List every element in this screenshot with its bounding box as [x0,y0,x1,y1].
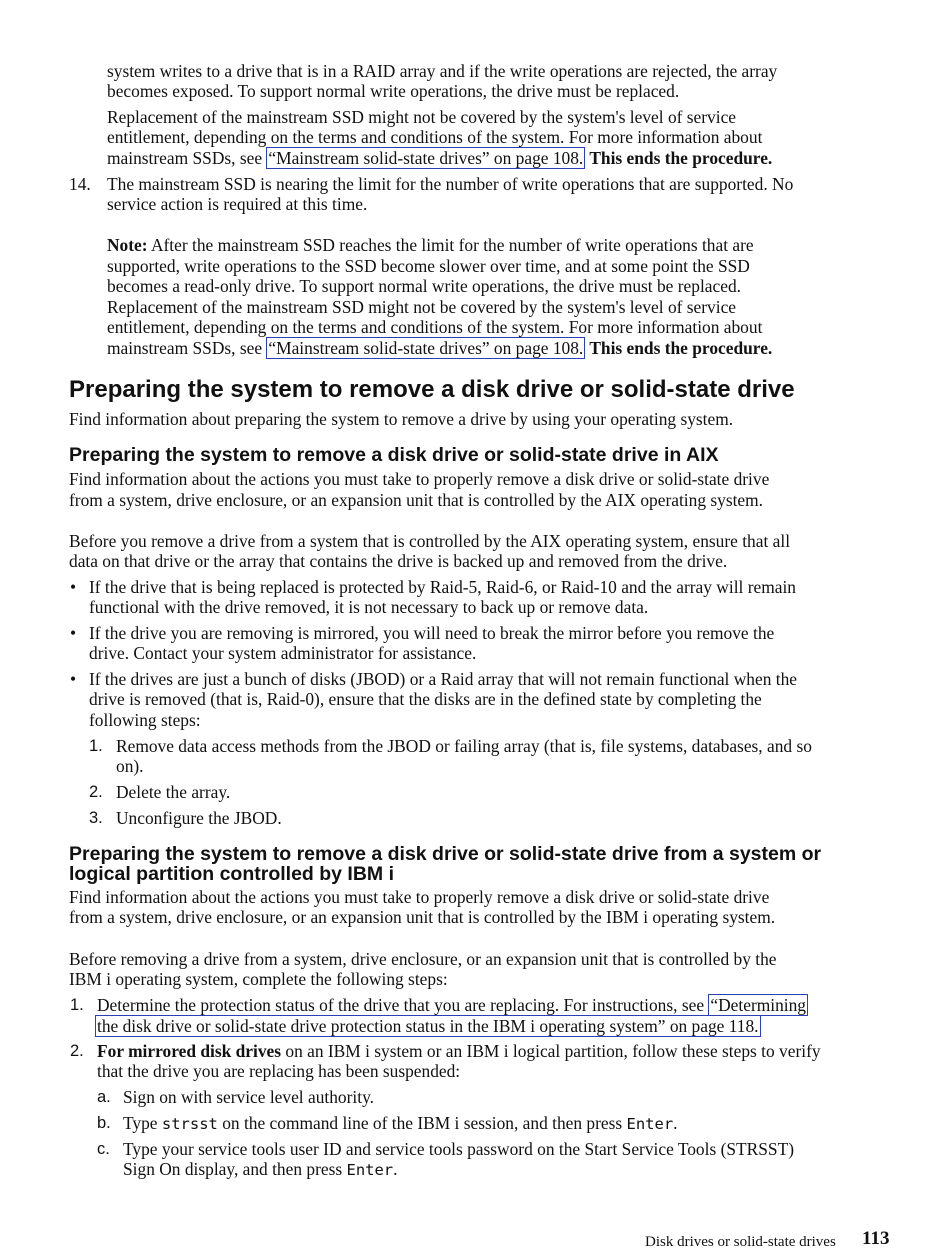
list-item-line: drive is removed (that is, Raid-0), ensure that the disks are in the defined state by completing the [89,689,762,709]
subsection-title-ibmi: logical partition controlled by IBM i [69,863,395,885]
substep-line: Type your service tools user ID and service tools password on the Start Service Tools (STRSST) [123,1139,795,1159]
bullet-icon: • [70,623,77,643]
substep-letter: b. [97,1114,111,1132]
text: Determine the protection status of the drive that you are replacing. For instructions, see [97,995,709,1015]
substep-letter: a. [97,1088,111,1106]
text: mainstream SSDs, see [107,338,267,358]
paragraph-line: becomes exposed. To support normal write operations, the drive must be replaced. [107,81,680,101]
text: on an IBM i system or an IBM i logical partition, follow these steps to verify [281,1041,821,1061]
substep-line [123,1113,678,1135]
paragraph-line: from a system, drive enclosure, or an expansion unit that is controlled by the AIX operating system. [69,490,764,510]
step-line: The mainstream SSD is nearing the limit for the number of write operations that are supported. No [107,174,794,194]
protection-status-link[interactable]: “Determining [710,995,807,1015]
bullet-icon: • [70,669,77,689]
text: Sign On display, and then press [123,1159,347,1179]
paragraph-line: Replacement of the mainstream SSD might not be covered by the system's level of service [107,107,737,127]
subsection-title-ibmi: Preparing the system to remove a disk drive or solid-state drive from a system or [69,843,822,865]
paragraph-line: Find information about the actions you must take to properly remove a disk drive or solid-state drive [69,469,770,489]
note-label: Note: [107,235,148,255]
list-item-line: following steps: [89,710,201,730]
list-item-line: If the drive you are removing is mirrored, you will need to break the mirror before you remove the [89,623,775,643]
paragraph-line: system writes to a drive that is in a RAID array and if the write operations are rejected, the array [107,61,778,81]
text: . [673,1113,678,1133]
key-name: Enter [346,1161,394,1179]
list-item-line: If the drives are just a bunch of disks (JBOD) or a Raid array that will not remain functional when the [89,669,797,689]
bold-text: For mirrored disk drives [97,1041,282,1061]
step-line [95,1016,761,1037]
step-line: Unconfigure the JBOD. [116,808,282,828]
bullet-icon: • [70,577,77,597]
step-number: 1. [89,737,103,755]
note-line: entitlement, depending on the terms and conditions of the system. For more information about [107,317,763,337]
list-item-line: If the drive that is being replaced is protected by Raid-5, Raid-6, or Raid-10 and the array will remain [89,577,796,597]
step-number: 1. [70,996,84,1014]
list-item-line: functional with the drive removed, it is not necessary to back up or remove data. [89,597,649,617]
text: . [393,1159,398,1179]
step-line: service action is required at this time. [107,194,368,214]
step-line: Remove data access methods from the JBOD or failing array (that is, file systems, databases, and so [116,736,812,756]
substep-line [123,1159,398,1181]
text: Type [123,1113,162,1133]
step-line: that the drive you are replacing has been suspended: [97,1061,461,1081]
paragraph-line: from a system, drive enclosure, or an expansion unit that is controlled by the IBM i operating system. [69,907,776,927]
procedure-end-text: This ends the procedure. [585,148,773,168]
text: on the command line of the IBM i session, and then press [217,1113,627,1133]
step-number: 14. [69,174,91,194]
note-line: supported, write operations to the SSD become slower over time, and at some point the SSD [107,256,750,276]
paragraph-line: Before removing a drive from a system, drive enclosure, or an expansion unit that is controlled by the [69,949,777,969]
page-number: 113 [862,1228,890,1249]
key-name: Enter [626,1115,674,1133]
mainstream-ssd-link[interactable]: “Mainstream solid-state drives” on page 108. [268,148,584,168]
substep-letter: c. [97,1140,110,1158]
command-code: strsst [161,1115,218,1133]
section-description: Find information about preparing the system to remove a drive by using your operating system. [69,409,734,429]
step-line [97,995,808,1016]
note-line: becomes a read-only drive. To support normal write operations, the drive must be replaced. [107,276,741,296]
paragraph-line [107,148,772,169]
step-number: 3. [89,809,103,827]
footer-text: Disk drives or solid-state drives [645,1234,836,1250]
paragraph-line: Find information about the actions you must take to properly remove a disk drive or solid-state drive [69,887,770,907]
procedure-end-text: This ends the procedure. [585,338,773,358]
step-line: on). [116,756,144,776]
section-title: Preparing the system to remove a disk drive or solid-state drive [69,376,795,403]
paragraph-line: entitlement, depending on the terms and conditions of the system. For more information about [107,127,763,147]
step-number: 2. [70,1042,84,1060]
note-line [107,235,754,256]
text: After the mainstream SSD reaches the limit for the number of write operations that are [147,235,754,255]
protection-status-link[interactable]: the disk drive or solid-state drive protection status in the IBM i operating system” on page 118. [97,1016,759,1036]
paragraph-line: Before you remove a drive from a system that is controlled by the AIX operating system, ensure that all [69,531,791,551]
note-line [107,338,772,359]
step-line [97,1041,821,1062]
note-line: Replacement of the mainstream SSD might not be covered by the system's level of service [107,297,737,317]
subsection-title-aix: Preparing the system to remove a disk drive or solid-state drive in AIX [69,444,719,466]
step-line: Delete the array. [116,782,231,802]
text: mainstream SSDs, see [107,148,267,168]
step-number: 2. [89,783,103,801]
mainstream-ssd-link[interactable]: “Mainstream solid-state drives” on page 108. [268,338,584,358]
paragraph-line: data on that drive or the array that contains the drive is backed up and removed from the drive. [69,551,728,571]
substep-line: Sign on with service level authority. [123,1087,374,1107]
paragraph-line: IBM i operating system, complete the following steps: [69,969,448,989]
list-item-line: drive. Contact your system administrator for assistance. [89,643,477,663]
